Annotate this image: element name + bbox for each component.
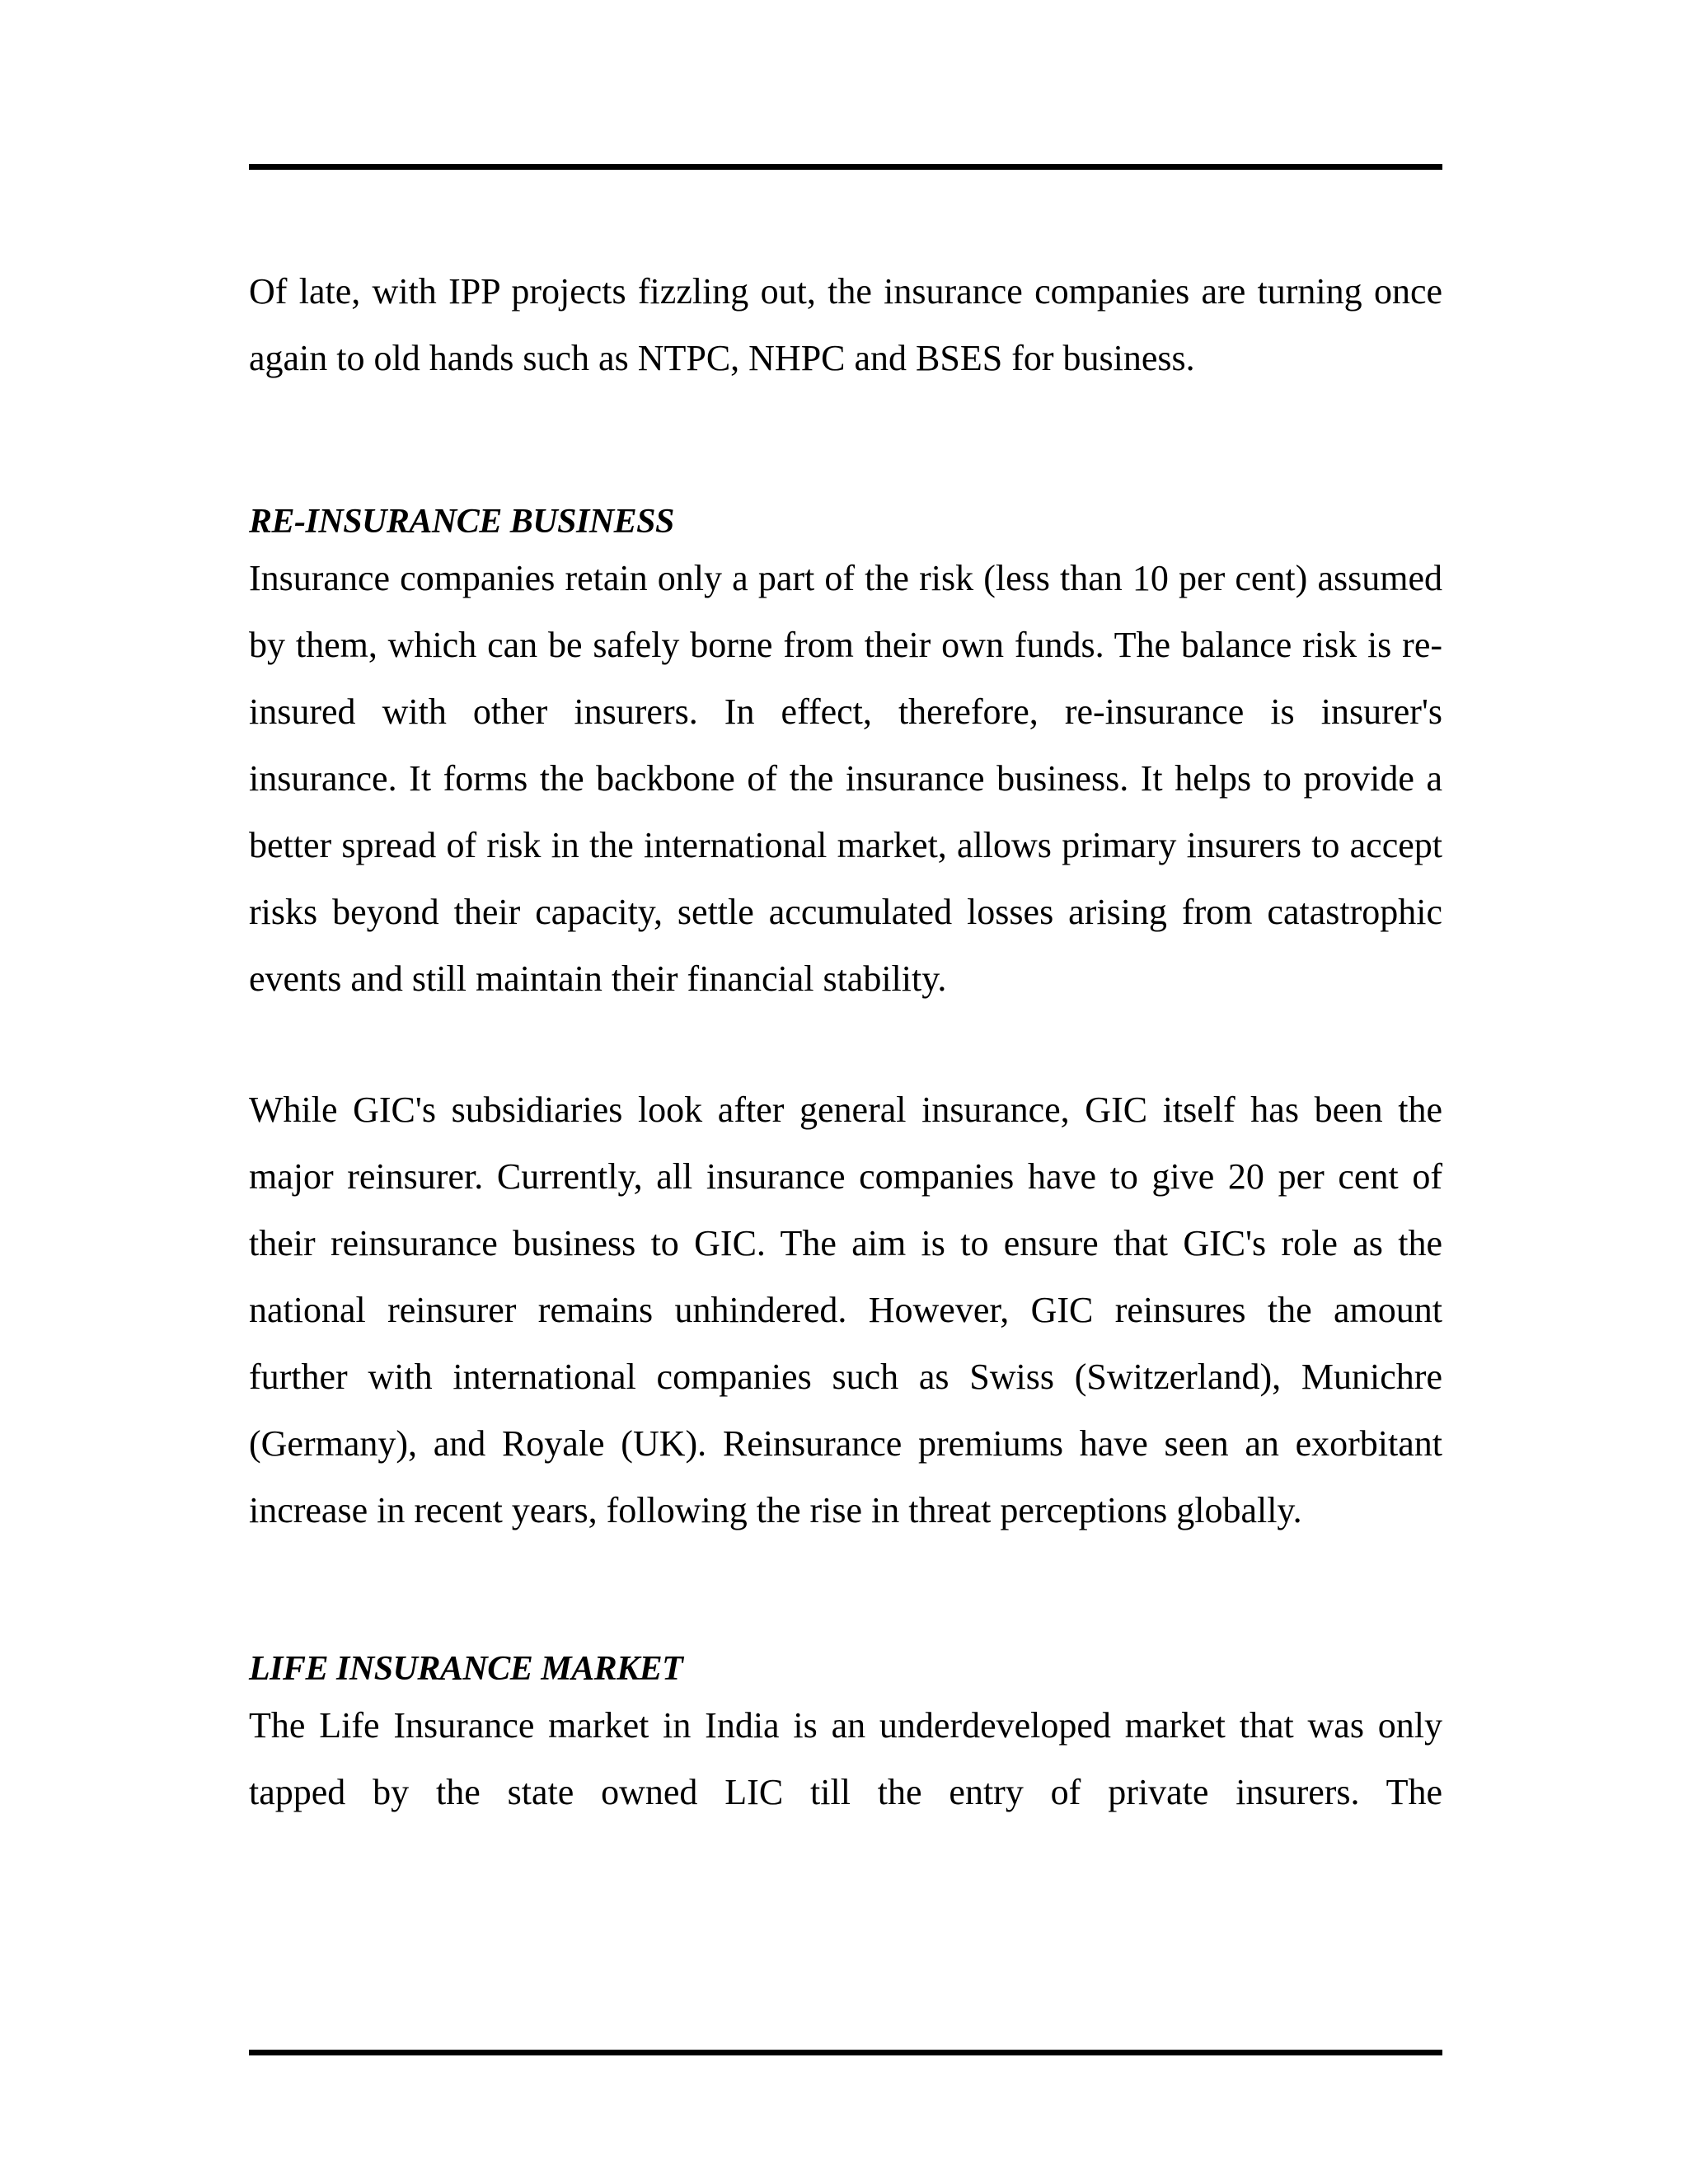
life-insurance-heading: LIFE INSURANCE MARKET (249, 1650, 683, 1688)
reinsurance-paragraph-1: Insurance companies retain only a part of the risk (less than 10 per cent) assumed by them, which can be safely borne from their own funds. The balance risk is re-insured with other insurers. In effect, therefore, re-insurance is insurer's insurance. It forms the backbone of the insurance business. It helps to provide a better spread of risk in the international market, allows primary insurers to accept risks beyond their capacity, settle accumulated losses arising from catastrophic events and still maintain their financial stability. (249, 558, 1442, 999)
intro-paragraph: Of late, with IPP projects fizzling out, the insurance companies are turning once again to old hands such as NTPC, NHPC and BSES for business. (249, 271, 1442, 378)
page-body (249, 258, 1442, 1825)
reinsurance-paragraph-2: While GIC's subsidiaries look after general insurance, GIC itself has been the major reinsurer. Currently, all insurance companies have to give 20 per cent of their reinsurance business to GIC. The aim is to ensure that GIC's role as the national reinsurer remains unhindered. However, GIC reinsures the amount further with international companies such as Swiss (Switzerland), Munichre (Germany), and Royale (UK). Reinsurance premiums have seen an exorbitant increase in recent years, following the rise in threat perceptions globally. (249, 1090, 1442, 1530)
footer-rule (249, 2050, 1442, 2055)
life-insurance-paragraph: The Life Insurance market in India is an underdeveloped market that was only tapped by the state owned LIC till the entry of private insurers. The (249, 1705, 1442, 1812)
header-rule (249, 164, 1442, 170)
reinsurance-heading: RE-INSURANCE BUSINESS (249, 503, 674, 541)
